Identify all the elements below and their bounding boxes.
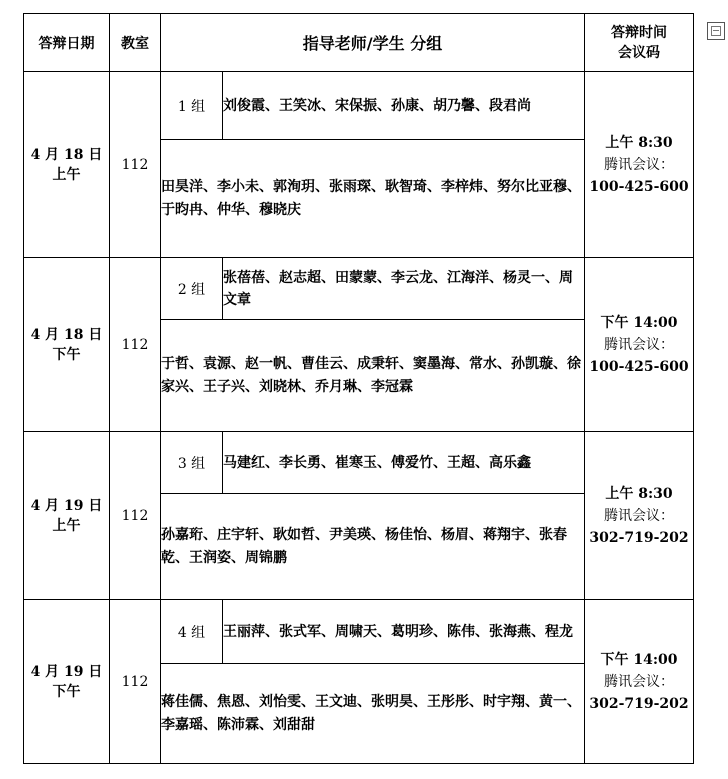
- session-time: [585, 72, 694, 258]
- session-time-value: 下午 14:00: [600, 314, 678, 331]
- meeting-code: 100-425-600: [589, 358, 689, 375]
- session-date-period: 下午: [52, 683, 81, 700]
- session-2-teachers-row: [24, 258, 694, 320]
- session-time: [585, 432, 694, 600]
- session-date-day: 4 月 19 日: [30, 497, 103, 514]
- session-date-period: 下午: [52, 346, 81, 363]
- meeting-label: 腾讯会议：: [604, 156, 675, 173]
- session-date-period: 上午: [52, 517, 81, 534]
- session-date-day: 4 月 18 日: [30, 146, 103, 163]
- session-time-value: 上午 8:30: [605, 485, 673, 502]
- group-students: 于哲、袁源、赵一帆、曹佳云、成秉轩、窦墨海、常水、孙凯璇、徐家兴、王子兴、刘晓林、乔月琳、李冠霖: [161, 320, 585, 432]
- session-room: 112: [110, 72, 161, 258]
- meeting-label: 腾讯会议：: [604, 336, 675, 353]
- session-date: [24, 258, 110, 432]
- meeting-code: 100-425-600: [589, 178, 689, 195]
- window-icon[interactable]: [707, 22, 725, 40]
- group-label: 4 组: [161, 600, 223, 664]
- header-room: 教室: [110, 14, 161, 72]
- group-students: 蒋佳儒、焦恩、刘怡雯、王文迪、张明昊、王彤彤、时宇翔、黄一、李嘉瑶、陈沛霖、刘甜甜: [161, 664, 585, 764]
- session-time: [585, 600, 694, 764]
- header-time-line2: 会议码: [618, 44, 661, 61]
- group-teachers: 王丽萍、张式军、周啸天、葛明珍、陈伟、张海燕、程龙: [223, 600, 585, 664]
- session-room: 112: [110, 258, 161, 432]
- meeting-label: 腾讯会议：: [604, 507, 675, 524]
- session-time-value: 上午 8:30: [605, 134, 673, 151]
- session-room: 112: [110, 432, 161, 600]
- header-time-line1: 答辩时间: [611, 24, 668, 41]
- session-date-period: 上午: [52, 166, 81, 183]
- header-time: [585, 14, 694, 72]
- group-teachers: 张蓓蓓、赵志超、田蒙蒙、李云龙、江海洋、杨灵一、周文章: [223, 258, 585, 320]
- group-students: 田昊洋、李小未、郭洵玥、张雨琛、耿智琦、李梓炜、努尔比亚穆、于昀冉、仲华、穆晓庆: [161, 140, 585, 258]
- group-students: 孙嘉珩、庄宇轩、耿如哲、尹美瑛、杨佳怡、杨眉、蒋翔宇、张春乾、王润姿、周锦鹏: [161, 494, 585, 600]
- session-date: [24, 432, 110, 600]
- session-time-value: 下午 14:00: [600, 651, 678, 668]
- header-row: [24, 14, 694, 72]
- group-teachers: 刘俊霞、王笑冰、宋保振、孙康、胡乃馨、段君尚: [223, 72, 585, 140]
- session-time: [585, 258, 694, 432]
- session-3-teachers-row: [24, 432, 694, 494]
- meeting-code: 302-719-202: [589, 529, 689, 546]
- session-date: [24, 600, 110, 764]
- group-label: 1 组: [161, 72, 223, 140]
- session-room: 112: [110, 600, 161, 764]
- group-label: 3 组: [161, 432, 223, 494]
- session-date: [24, 72, 110, 258]
- session-date-day: 4 月 19 日: [30, 663, 103, 680]
- defense-schedule-table: [23, 13, 694, 764]
- group-label: 2 组: [161, 258, 223, 320]
- meeting-code: 302-719-202: [589, 695, 689, 712]
- session-4-teachers-row: [24, 600, 694, 664]
- session-date-day: 4 月 18 日: [30, 326, 103, 343]
- header-group: 指导老师/学生 分组: [161, 14, 585, 72]
- meeting-label: 腾讯会议：: [604, 673, 675, 690]
- session-1-teachers-row: [24, 72, 694, 140]
- header-date: 答辩日期: [24, 14, 110, 72]
- group-teachers: 马建红、李长勇、崔寒玉、傅爱竹、王超、高乐鑫: [223, 432, 585, 494]
